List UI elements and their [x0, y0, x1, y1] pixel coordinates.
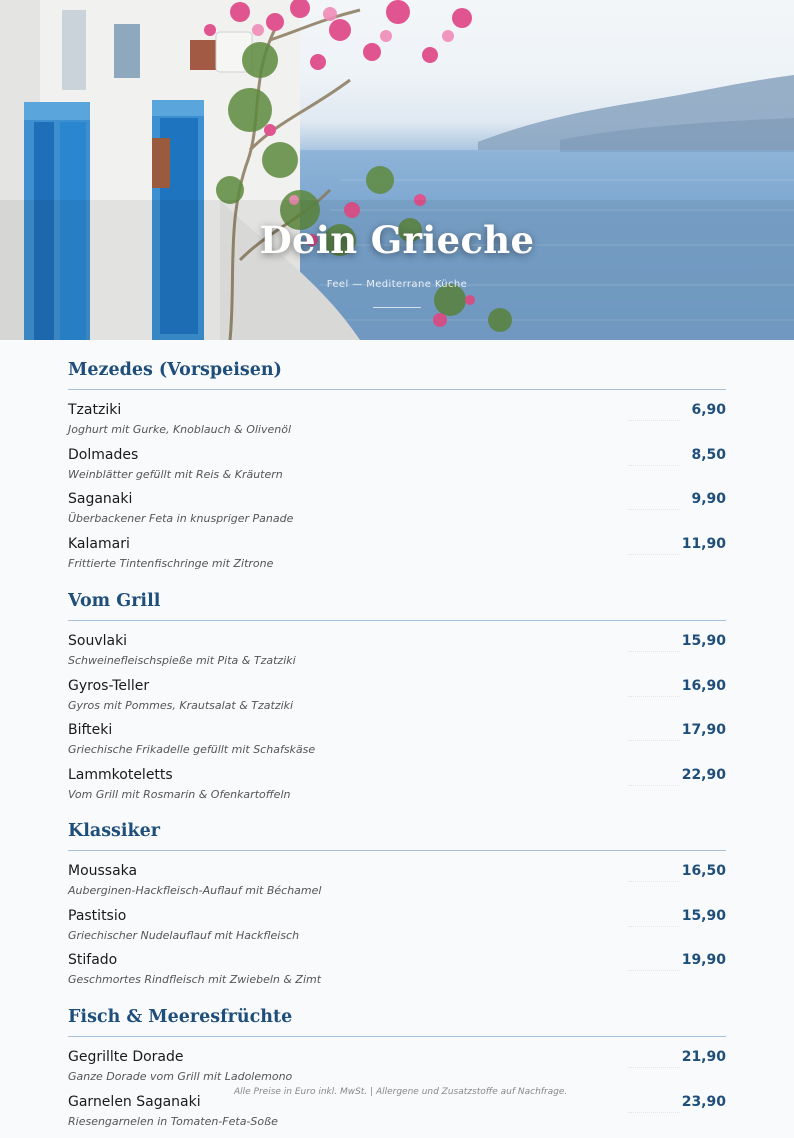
leader-dots	[628, 1067, 680, 1068]
item-price: 8,50	[691, 447, 726, 463]
item-description: Weinblätter gefüllt mit Reis & Kräutern	[68, 468, 283, 481]
item-price: 15,90	[682, 633, 726, 649]
title-divider	[373, 307, 421, 308]
item-description: Gyros mit Pommes, Krautsalat & Tzatziki	[68, 699, 293, 712]
item-description: Geschmortes Rindfleisch mit Zwiebeln & Zimt	[68, 973, 321, 986]
item-price: 19,90	[682, 952, 726, 968]
section-title: Vom Grill	[68, 591, 726, 621]
item-name: Garnelen Saganaki	[68, 1094, 201, 1110]
item-price: 16,50	[682, 863, 726, 879]
item-price: 9,90	[691, 491, 726, 507]
item-name: Tzatziki	[68, 402, 121, 418]
menu-item	[68, 1094, 726, 1138]
menu-item	[68, 491, 726, 536]
item-name: Moussaka	[68, 863, 137, 879]
item-name: Bifteki	[68, 722, 112, 738]
item-name: Pastitsio	[68, 908, 126, 924]
menu-item	[68, 402, 726, 447]
menu-item	[68, 722, 726, 767]
item-price: 6,90	[691, 402, 726, 418]
leader-dots	[628, 509, 680, 510]
item-price: 17,90	[682, 722, 726, 738]
item-description: Ganze Dorade vom Grill mit Ladolemono	[68, 1070, 292, 1083]
section-title: Mezedes (Vorspeisen)	[68, 360, 726, 390]
item-price: 15,90	[682, 908, 726, 924]
leader-dots	[628, 740, 680, 741]
leader-dots	[628, 651, 680, 652]
item-description: Überbackener Feta in knuspriger Panade	[68, 512, 293, 525]
leader-dots	[628, 696, 680, 697]
leader-dots	[628, 785, 680, 786]
item-description: Riesengarnelen in Tomaten-Feta-Soße	[68, 1115, 278, 1128]
leader-dots	[628, 1112, 680, 1113]
menu-section-klassiker	[68, 821, 726, 997]
section-title: Klassiker	[68, 821, 726, 851]
item-price: 22,90	[682, 767, 726, 783]
menu-section-fisch	[68, 1007, 726, 1138]
item-description: Joghurt mit Gurke, Knoblauch & Olivenöl	[68, 423, 291, 436]
footer-note: Alle Preise in Euro inkl. MwSt. | Allergene und Zusatzstoffe auf Nachfrage.	[234, 1087, 567, 1097]
menu-section-grill	[68, 591, 726, 811]
item-name: Saganaki	[68, 491, 132, 507]
item-description: Griechische Frikadelle gefüllt mit Schafskäse	[68, 743, 315, 756]
leader-dots	[628, 420, 680, 421]
menu-item	[68, 767, 726, 812]
item-name: Lammkoteletts	[68, 767, 173, 783]
leader-dots	[628, 465, 680, 466]
leader-dots	[628, 881, 680, 882]
menu-item	[68, 863, 726, 908]
menu-item	[68, 908, 726, 953]
menu-item	[68, 536, 726, 581]
item-description: Frittierte Tintenfischringe mit Zitrone	[68, 557, 273, 570]
item-description: Schweinefleischspieße mit Pita & Tzatziki	[68, 654, 296, 667]
leader-dots	[628, 970, 680, 971]
item-description: Griechischer Nudelauflauf mit Hackfleisch	[68, 929, 299, 942]
item-price: 16,90	[682, 678, 726, 694]
leader-dots	[628, 554, 680, 555]
item-name: Souvlaki	[68, 633, 127, 649]
item-name: Dolmades	[68, 447, 138, 463]
item-description: Auberginen-Hackfleisch-Auflauf mit Béchamel	[68, 884, 321, 897]
page-subtitle: Feel — Mediterrane Küche	[0, 279, 794, 290]
menu-section-mezedes	[68, 360, 726, 580]
item-price: 11,90	[682, 536, 726, 552]
section-title: Fisch & Meeresfrüchte	[68, 1007, 726, 1037]
item-price: 21,90	[682, 1049, 726, 1065]
leader-dots	[628, 926, 680, 927]
item-description: Vom Grill mit Rosmarin & Ofenkartoffeln	[68, 788, 290, 801]
menu-item	[68, 447, 726, 492]
item-price: 23,90	[682, 1094, 726, 1110]
menu-item	[68, 952, 726, 997]
item-name: Stifado	[68, 952, 117, 968]
item-name: Kalamari	[68, 536, 130, 552]
page-title: Dein Grieche	[0, 218, 794, 262]
menu-item	[68, 633, 726, 678]
menu-item	[68, 678, 726, 723]
hero-banner	[0, 0, 794, 340]
item-name: Gyros-Teller	[68, 678, 149, 694]
item-name: Gegrillte Dorade	[68, 1049, 184, 1065]
